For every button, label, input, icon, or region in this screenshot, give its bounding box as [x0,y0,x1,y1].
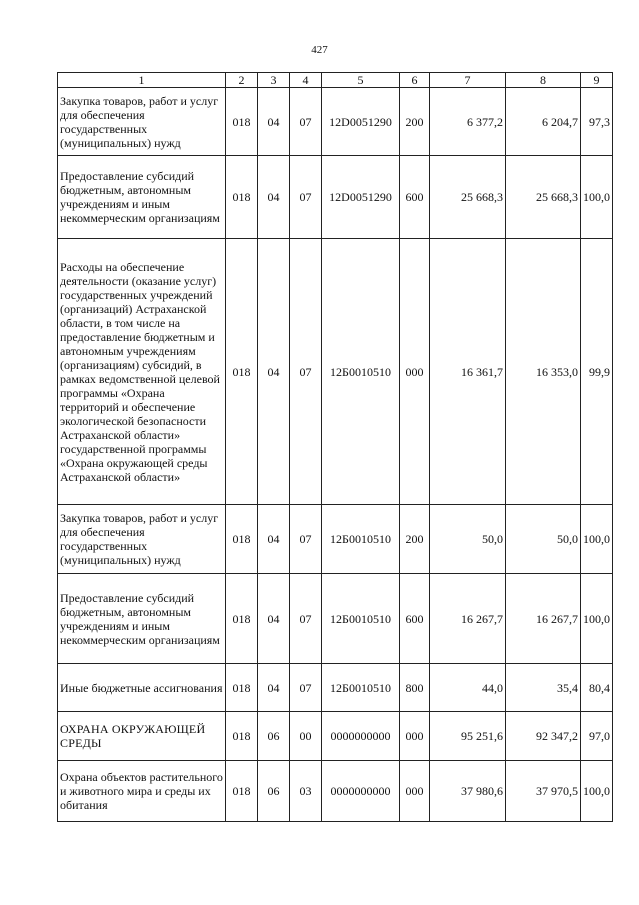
row-subsection: 07 [290,574,322,664]
header-col-4: 4 [290,73,322,88]
row-subsection: 07 [290,664,322,712]
row-planned: 44,0 [430,664,506,712]
row-target-article: 12D0051290 [322,156,400,239]
row-expense-type: 000 [400,239,430,505]
row-expense-type: 600 [400,574,430,664]
header-col-7: 7 [430,73,506,88]
row-name: Охрана объектов растительного и животного мира и среды их обитания [58,761,226,822]
table-row [58,156,613,239]
row-expense-type: 200 [400,88,430,156]
row-executed: 25 668,3 [506,156,581,239]
row-planned: 50,0 [430,505,506,574]
row-expense-type: 000 [400,761,430,822]
table-row [58,664,613,712]
table-row [58,239,613,505]
row-admin-code: 018 [226,574,258,664]
row-admin-code: 018 [226,239,258,505]
row-planned: 16 361,7 [430,239,506,505]
row-admin-code: 018 [226,88,258,156]
header-col-3: 3 [258,73,290,88]
row-name: Предоставление субсидий бюджетным, автономным учреждениям и иным некоммерческим организациям [58,156,226,239]
row-admin-code: 018 [226,712,258,761]
page-number: 427 [311,44,328,56]
row-section: 06 [258,712,290,761]
row-percent: 97,0 [581,712,613,761]
header-col-8: 8 [506,73,581,88]
row-target-article: 0000000000 [322,761,400,822]
row-planned: 16 267,7 [430,574,506,664]
row-admin-code: 018 [226,505,258,574]
row-percent: 100,0 [581,574,613,664]
row-subsection: 07 [290,505,322,574]
row-subsection: 07 [290,239,322,505]
row-name: Иные бюджетные ассигнования [58,664,226,712]
row-admin-code: 018 [226,761,258,822]
row-admin-code: 018 [226,156,258,239]
row-planned: 6 377,2 [430,88,506,156]
row-section: 04 [258,574,290,664]
row-target-article: 0000000000 [322,712,400,761]
header-col-2: 2 [226,73,258,88]
row-section: 04 [258,239,290,505]
row-target-article: 12Б0010510 [322,574,400,664]
table-row [58,761,613,822]
row-expense-type: 000 [400,712,430,761]
row-target-article: 12Б0010510 [322,239,400,505]
row-target-article: 12Б0010510 [322,664,400,712]
row-executed: 16 267,7 [506,574,581,664]
row-executed: 50,0 [506,505,581,574]
row-executed: 92 347,2 [506,712,581,761]
budget-table [57,72,613,822]
row-name: Расходы на обеспечение деятельности (оказание услуг) государственных учреждений (организаций) Астраханской области, в том числе на предоставление бюджетным и автономным учреждениям (организациям) субсидий, в рамках ведомственной целевой программы «Охрана территорий и обеспечение экологической безопасности Астраханской области» государственной программы «Охрана окружающей среды Астраханской области» [58,239,226,505]
row-expense-type: 200 [400,505,430,574]
row-target-article: 12D0051290 [322,88,400,156]
row-planned: 37 980,6 [430,761,506,822]
row-section: 06 [258,761,290,822]
row-name: Закупка товаров, работ и услуг для обеспечения государственных (муниципальных) нужд [58,88,226,156]
header-col-6: 6 [400,73,430,88]
row-target-article: 12Б0010510 [322,505,400,574]
row-admin-code: 018 [226,664,258,712]
table-row [58,712,613,761]
row-percent: 100,0 [581,505,613,574]
row-subsection: 00 [290,712,322,761]
row-name: Закупка товаров, работ и услуг для обеспечения государственных (муниципальных) нужд [58,505,226,574]
row-executed: 35,4 [506,664,581,712]
row-percent: 97,3 [581,88,613,156]
row-section: 04 [258,88,290,156]
table-row [58,505,613,574]
table-row [58,88,613,156]
row-section: 04 [258,664,290,712]
row-expense-type: 600 [400,156,430,239]
header-col-9: 9 [581,73,613,88]
table-row [58,574,613,664]
row-subsection: 07 [290,156,322,239]
row-name: Предоставление субсидий бюджетным, автономным учреждениям и иным некоммерческим организациям [58,574,226,664]
row-section: 04 [258,505,290,574]
row-percent: 99,9 [581,239,613,505]
row-planned: 95 251,6 [430,712,506,761]
row-subsection: 07 [290,88,322,156]
row-executed: 6 204,7 [506,88,581,156]
row-planned: 25 668,3 [430,156,506,239]
row-section: 04 [258,156,290,239]
row-executed: 37 970,5 [506,761,581,822]
row-percent: 100,0 [581,761,613,822]
row-percent: 80,4 [581,664,613,712]
row-percent: 100,0 [581,156,613,239]
row-expense-type: 800 [400,664,430,712]
row-executed: 16 353,0 [506,239,581,505]
row-subsection: 03 [290,761,322,822]
header-col-5: 5 [322,73,400,88]
header-col-1: 1 [58,73,226,88]
row-name: ОХРАНА ОКРУЖАЮЩЕЙ СРЕДЫ [58,712,226,761]
header-row [58,73,613,88]
